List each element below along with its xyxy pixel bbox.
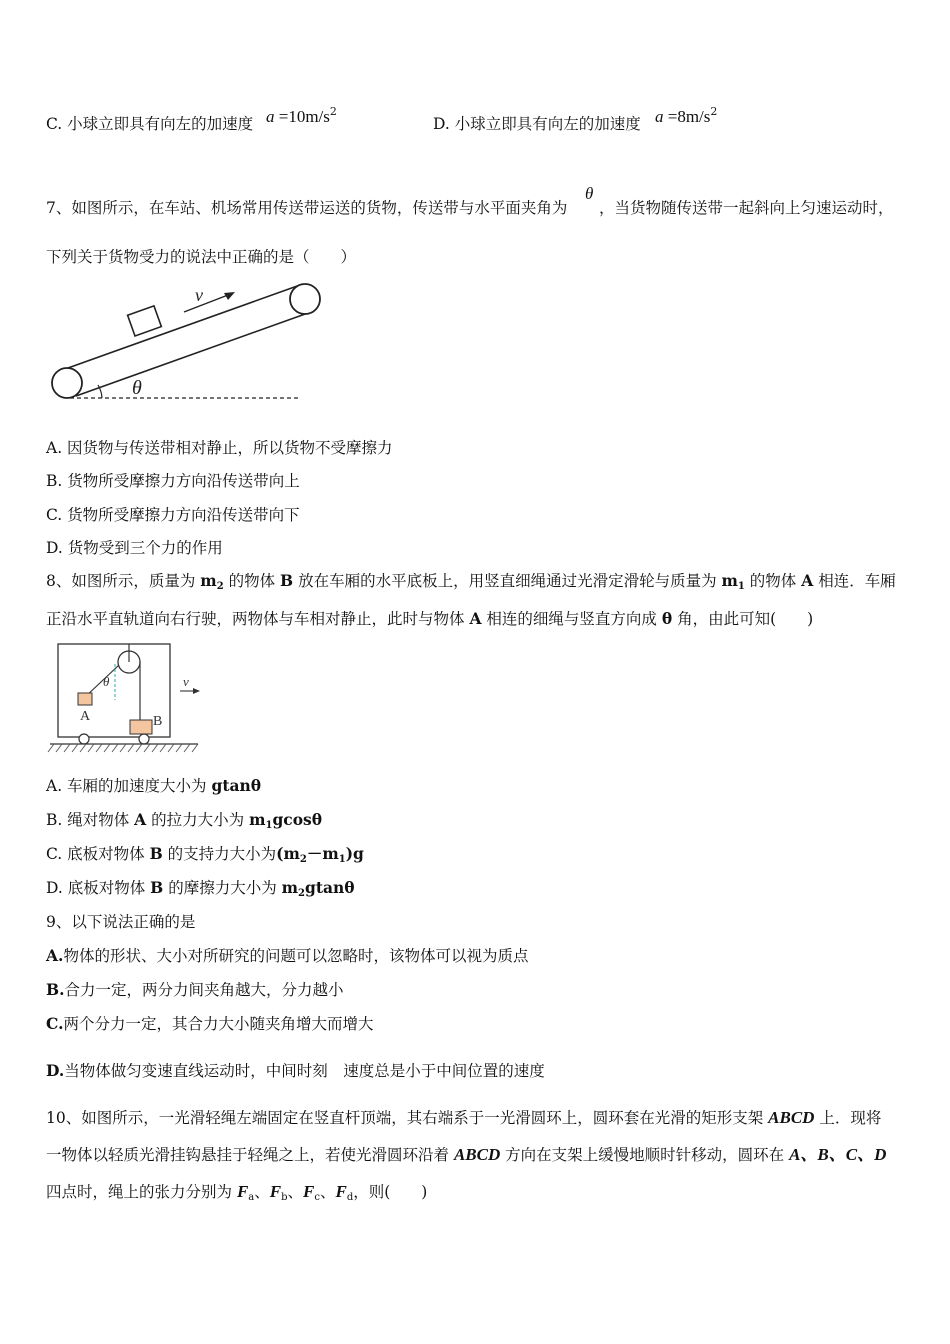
q9-option-d: D.当物体做匀变速直线运动时，中间时刻 速度总是小于中间位置的速度 [46,1061,545,1080]
q7-stem-line1-end: ，当货物随传送带一起斜向上匀速运动时， [599,199,894,217]
q9-option-c: C.两个分力一定，其合力大小随夹角增大而增大 [46,1014,374,1033]
q6-option-c-formula: $a =10m/s^2$ [266,105,337,126]
q9-option-a: A.物体的形状、大小对所研究的问题可以忽略时，该物体可以视为质点 [46,946,529,965]
q7-option-b: B. 货物所受摩擦力方向沿传送带向上 [46,472,300,490]
q8-option-a: A. 车厢的加速度大小为 gtanθ [46,776,262,795]
theta-label: θ [103,674,110,689]
block-a [78,693,92,705]
q10-line1: 10、如图所示，一光滑轻绳左端固定在竖直杆顶端，其右端系于一光滑圆环上，圆环套在光滑的矩形支架 ABCD 上．现将 [46,1108,882,1127]
v-label: v [183,674,189,689]
q6-option-c: C. 小球立即具有向左的加速度 [46,115,254,133]
wheel-right [139,734,149,744]
q9-stem: 9、以下说法正确的是 [46,913,196,931]
q7-stem-line2: 下列关于货物受力的说法中正确的是（ ） [46,248,357,266]
q7-stem-theta: θ [585,184,594,203]
block-a-label: A [80,709,91,724]
block-b [130,720,152,734]
q9-option-b: B.合力一定，两分力间夹角越大，分力越小 [46,980,344,999]
q8-stem-line2: 正沿水平直轨道向右行驶，两物体与车相对静止，此时与物体 A 相连的细绳与竖直方向成 θ 角，由此可知( ) [46,609,814,628]
q8-stem-line1: 8、如图所示，质量为 $m_2$ 的物体 B 放在车厢的水平底板上，用竖直细绳通过光滑定滑轮与质量为 $m_1$ 的物体 A 相连．车厢 [46,571,896,592]
q8-option-b: B. 绳对物体 A 的拉力大小为 $m_1gcos\theta$ [46,810,323,831]
block-b-label: B [153,714,163,729]
lower-roller [52,368,82,398]
q8-option-d: D. 底板对物体 B 的摩擦力大小为 $m_2gtan\theta$ [46,878,355,899]
q7-option-a: A. 因货物与传送带相对静止，所以货物不受摩擦力 [46,439,393,457]
carriage-figure [46,640,206,758]
q7-option-c: C. 货物所受摩擦力方向沿传送带向下 [46,506,300,524]
q8-option-c: C. 底板对物体 B 的支持力大小为$(m_2-m_1)g$ [46,844,364,865]
q6-option-d: D. 小球立即具有向左的加速度 [433,115,641,133]
cargo-box [128,306,162,336]
conveyor-belt-figure [40,276,340,406]
wheel-left [79,734,89,744]
q7-option-d: D. 货物受到三个力的作用 [46,539,223,557]
q10-line3: 四点时，绳上的张力分别为 $F_a$、$F_b$、$F_c$、$F_d$，则( ) [46,1182,428,1203]
upper-roller [290,284,320,314]
q6-option-d-formula: $a =8m/s^2$ [655,105,718,126]
velocity-label: v [195,285,203,305]
q10-line2: 一物体以轻质光滑挂钩悬挂于轻绳之上，若使光滑圆环沿着 ABCD 方向在支架上缓慢地顺时针移动，圆环在 A、B、C、D [46,1145,887,1164]
q7-stem-line1: 7、如图所示，在车站、机场常用传送带运送的货物，传送带与水平面夹角为 [46,199,568,217]
angle-label: θ [132,377,142,399]
